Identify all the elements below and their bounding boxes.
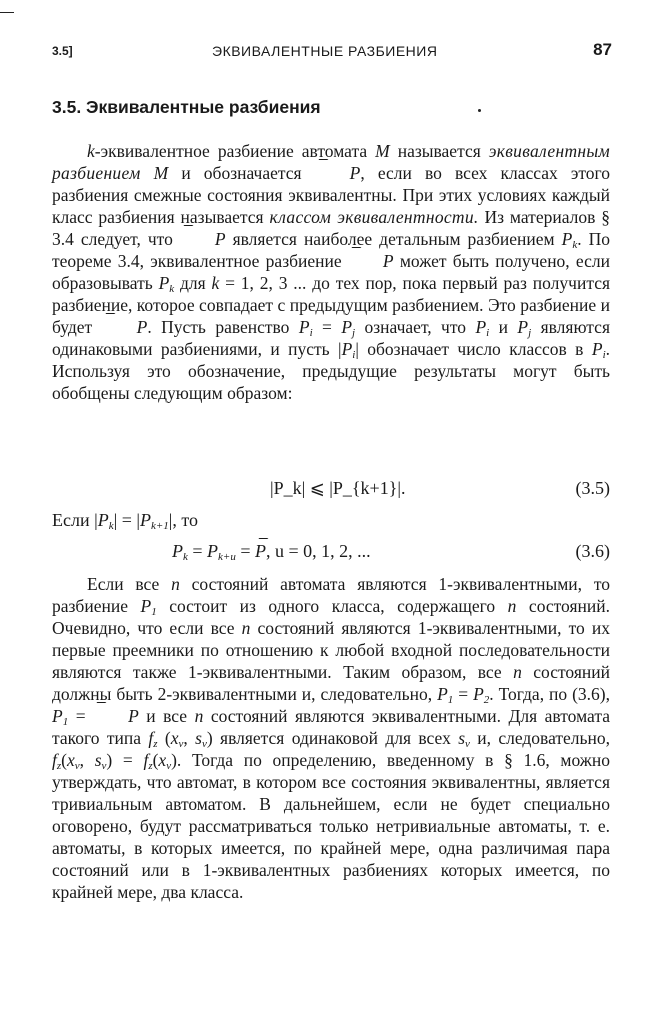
equation-3-5-number: (3.5) [575, 478, 610, 498]
equation-3-6-number: (3.6) [575, 541, 610, 561]
equation-3-6 [52, 541, 610, 565]
stray-dot [478, 109, 481, 112]
header-section: 3.5] [52, 44, 73, 58]
header-title: ЭКВИВАЛЕНТНЫЕ РАЗБИЕНИЯ [212, 43, 438, 59]
page-number: 87 [593, 40, 612, 59]
equation-3-5-expression: |P_k| ⩽ |P_{k+1}|. [270, 478, 406, 498]
term-equivalence-class: классом эквивалентности. [269, 207, 479, 227]
equation-3-6-expression: $P_k = P_{k+u} = P$, u = 0, 1, 2, ... [172, 541, 371, 563]
section-heading: 3.5. Эквивалентные разбиения [52, 97, 321, 117]
margin-mark [0, 12, 14, 13]
equation-3-5 [52, 478, 610, 502]
if-clause: Если $|P_k| = |P_{k+1}|$, то [52, 510, 199, 532]
term-equivalent-partition: эквивалентным разбиением [52, 141, 610, 183]
running-header [52, 38, 612, 62]
paragraph-2: Если все n состояний автомата являются 1-эквивалентными, то разбиение $P_1$ состоит из одного класса, содержащего n состояний. Очевидно, что если все n состояний являются 1-эквивалентными, то их первые преемники по отношению к любой входной последовательности являются также 1-эквивалентными. Таким образом, все n состояний должны быть 2-эквивалентными и, следовательно, $P_1 = P_2$. Тогда, по (3.6), $P_1 = P$ и все n состояний являются эквивалентными. Для автомата такого типа $f_z$ ($x_v$, $s_v$) является одинаковой для всех $s_v$ и, следовательно, $f_z(x_v$, $s_v) = f_z(x_v)$. Тогда по определению, введенному в § 1.6, можно утверждать, что автомат, в котором все состояния эквивалентны, является тривиальным автоматом. В дальнейшем, если не будет специально оговорено, будут рассматриваться только нетривиальные автоматы, т. е. автоматы, в которых имеется, по крайней мере, одна различимая пара состояний или в 1-эквивалентных разбиениях которых имеется, по крайней мере, два класса. [52, 574, 611, 902]
paragraph-1: k-эквивалентное разбиение автомата M называется эквивалентным разбиением M и обозначается P, если во всех классах этого разбиения смежные состояния эквивалентны. При этих условиях каждый класс разбиения называется классом эквивалентности. Из материалов § 3.4 следует, что P является наиболее детальным разбиением $P_k$. По теореме 3.4, эквивалентное разбиение P может быть получено, если образовывать $P_k$ для k = 1, 2, 3 ... до тех пор, пока первый раз получится разбиение, которое совпадает с предыдущим разбиением. Это разбиение и будет P. Пусть равенство $P_i = P_j$ означает, что $P_i$ и $P_j$ являются одинаковыми разбиениями, и пусть $|P_i|$ обозначает число классов в $P_i$. Используя это обозначение, предыдущие результаты могут быть обобщены следующим образом: [52, 141, 611, 403]
